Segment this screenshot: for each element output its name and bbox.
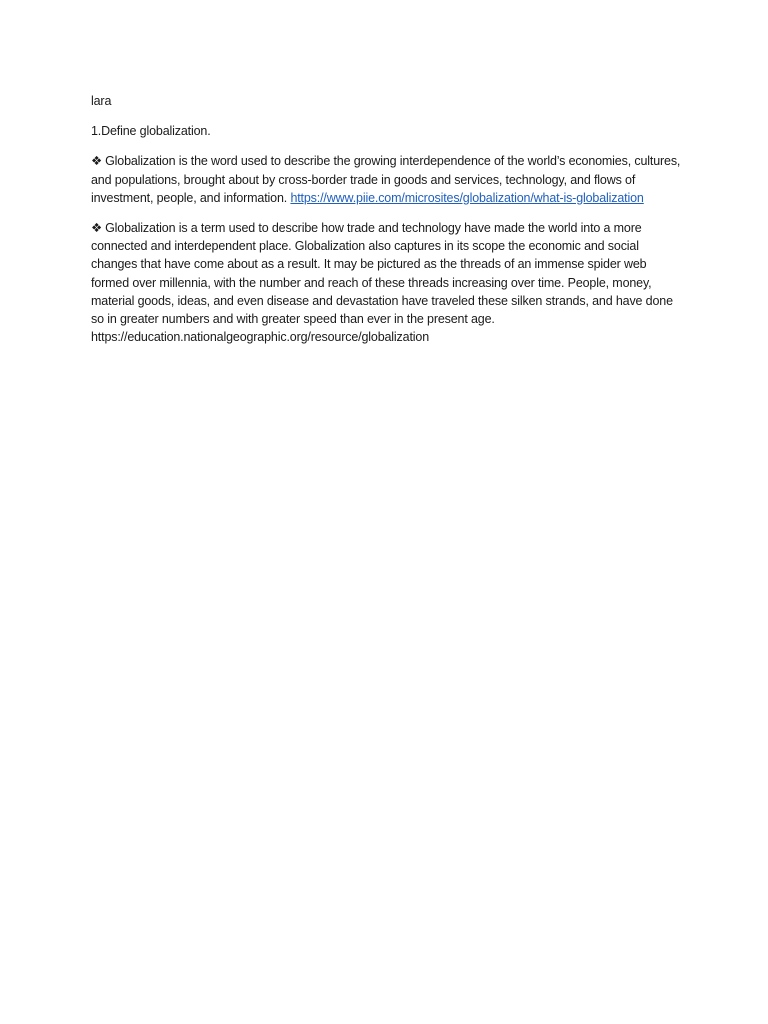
- diamond-bullet-icon: ❖: [91, 221, 103, 236]
- answer-paragraph-2: [91, 219, 681, 346]
- natgeo-source-url: https://education.nationalgeographic.org/resource/globalization: [91, 330, 430, 345]
- document-body: [91, 92, 681, 358]
- diamond-bullet-icon: ❖: [91, 154, 103, 169]
- answer-1-text: Globalization is the word used to describe the growing interdependence of the world’s economies, cultures, and populations, brought about by cross-border trade in goods and services, technology, and flows of investment, people, and information.: [91, 154, 681, 205]
- author-line: lara: [91, 94, 112, 108]
- answer-2-text: Globalization is a term used to describe how trade and technology have made the world into a more connected and interdependent place. Globalization also captures in its scope the economic and social changes that have come about as a result. It may be pictured as the threads of an immense spider web formed over millennia, with the number and reach of these threads increasing over time. People, money, material goods, ideas, and even disease and devastation have traveled these silken strands, and have done so in greater numbers and with greater speed than ever in the present age.: [91, 221, 673, 327]
- piie-source-link[interactable]: https://www.piie.com/microsites/globalization/what-is-globalization: [290, 190, 644, 205]
- answer-paragraph-1: [91, 152, 681, 207]
- question-heading: 1.Define globalization.: [91, 124, 211, 139]
